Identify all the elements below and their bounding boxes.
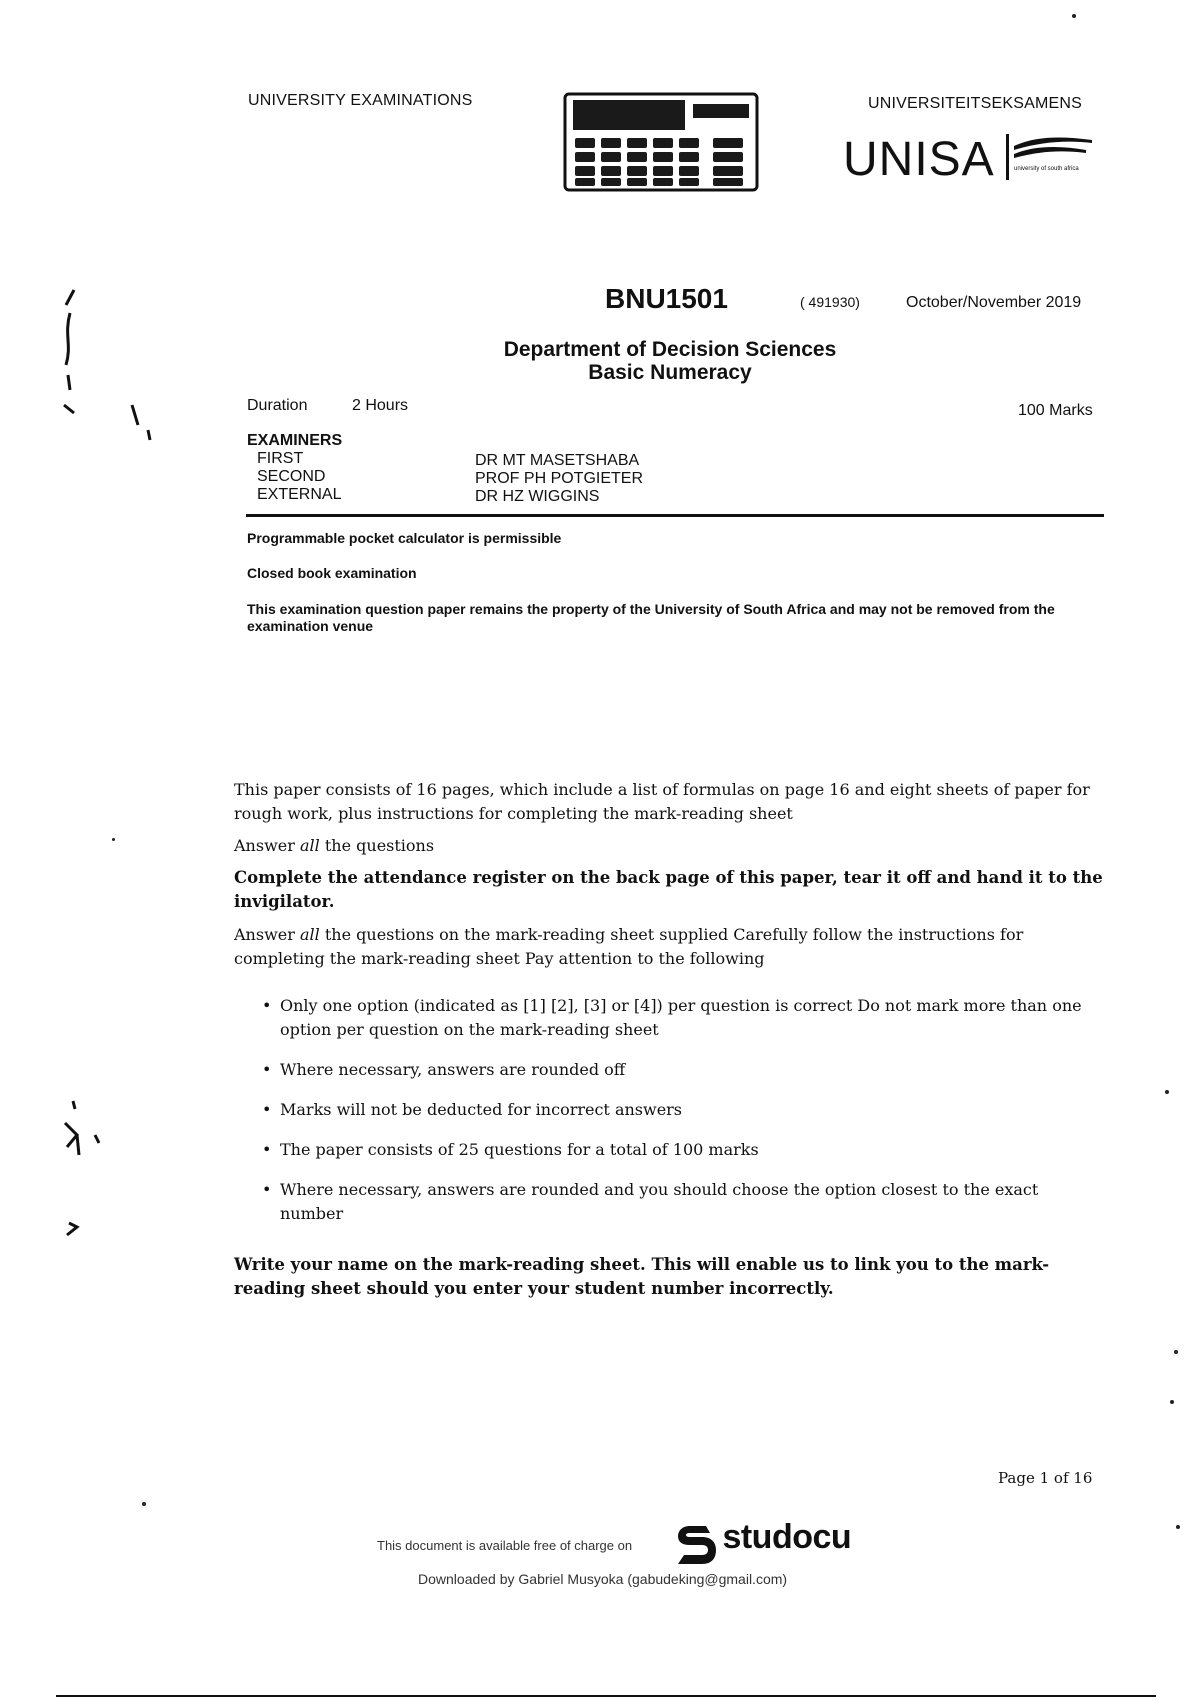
scan-speck [1170, 1400, 1174, 1404]
scan-speck [142, 1502, 146, 1506]
attendance-instruction: Complete the attendance register on the back page of this paper, tear it off and hand it to the invigilator. [234, 868, 1103, 911]
examiner-name: DR MT MASETSHABA [475, 452, 640, 469]
instruction-bullet: • The paper consists of 25 questions for a total of 100 marks [262, 1138, 1104, 1162]
margin-scribble-mark [52, 285, 162, 465]
instruction-bullet: • Where necessary, answers are rounded off [262, 1058, 1104, 1082]
examiners-heading: EXAMINERS [247, 432, 343, 449]
answer-all-prefix: Answer [234, 836, 295, 855]
course-code: BNU1501 [605, 283, 728, 314]
closed-book-note: Closed book examination [247, 565, 417, 581]
scan-speck [1165, 1090, 1169, 1094]
page-bottom-edge [56, 1695, 1156, 1697]
examiner-role: SECOND [257, 468, 326, 485]
header-divider [246, 514, 1104, 517]
instruction-bullet-list [262, 994, 1104, 1242]
header-right-title: UNIVERSITEITSEKSAMENS [868, 95, 1083, 112]
unisa-tagline-text: university of south africa [1014, 166, 1079, 172]
examiner-role: EXTERNAL [257, 486, 342, 503]
margin-scribble-mark [55, 1095, 115, 1255]
answer-all-emphasis: all [299, 836, 320, 855]
studocu-wordmark: studocu [722, 1518, 852, 1556]
answer-all-line [234, 834, 1104, 858]
scan-speck [112, 838, 115, 841]
instruction-bullet: • Where necessary, answers are rounded and you should choose the option closest to the exact number [262, 1178, 1104, 1226]
department-name: Department of Decision Sciences [503, 338, 837, 361]
scan-speck [1174, 1350, 1178, 1354]
mark-reading-instruction [234, 923, 1104, 971]
paper-number: ( 491930) [800, 294, 860, 310]
footer-availability-text: This document is available free of charge on [377, 1538, 633, 1553]
footer-download-text: Downloaded by Gabriel Musyoka (gabudeking@gmail.com) [418, 1571, 788, 1587]
mark-reading-emphasis: all [299, 925, 320, 944]
unisa-wave-icon [1006, 132, 1096, 184]
write-name-instruction: Write your name on the mark-reading sheet. This will enable us to link you to the mark-reading sheet should you enter your student number incorrectly. [234, 1255, 1050, 1298]
studocu-icon [676, 1522, 718, 1566]
duration-value: 2 Hours [352, 397, 409, 414]
examiner-name: DR HZ WIGGINS [475, 488, 600, 505]
unisa-logo-text: UNISA [843, 133, 995, 186]
mark-reading-suffix: the questions on the mark-reading sheet supplied Carefully follow the instructions for completing the mark-reading sheet Pay attention to the following [234, 925, 1024, 968]
unisa-logo [843, 132, 1093, 184]
calculator-icon [563, 92, 759, 192]
instruction-bullet: • Marks will not be deducted for incorrect answers [262, 1098, 1104, 1122]
property-note: This examination question paper remains the property of the University of South Africa and may not be removed from the examination venue [247, 601, 1055, 634]
total-marks: 100 Marks [1018, 402, 1093, 419]
intro-paragraph: This paper consists of 16 pages, which include a list of formulas on page 16 and eight sheets of paper for rough work, plus instructions for completing the mark-reading sheet [234, 780, 1090, 823]
answer-all-suffix: the questions [324, 836, 435, 855]
examiner-role: FIRST [257, 450, 304, 467]
subject-name: Basic Numeracy [588, 361, 752, 384]
page-number: Page 1 of 16 [998, 1469, 1093, 1487]
mark-reading-prefix: Answer [234, 925, 295, 944]
calculator-note: Programmable pocket calculator is permissible [247, 530, 562, 546]
department-block [400, 338, 940, 384]
scan-speck [1176, 1525, 1180, 1529]
examiner-name: PROF PH POTGIETER [475, 470, 644, 487]
instruction-bullet: • Only one option (indicated as [1] [2], [3] or [4]) per question is correct Do not mark more than one option per question on the mark-reading sheet [262, 994, 1104, 1042]
studocu-logo[interactable] [676, 1518, 851, 1562]
scan-speck [1072, 14, 1076, 18]
header-left-title: UNIVERSITY EXAMINATIONS [248, 92, 473, 109]
exam-session: October/November 2019 [906, 294, 1082, 311]
duration-label: Duration [247, 397, 308, 414]
